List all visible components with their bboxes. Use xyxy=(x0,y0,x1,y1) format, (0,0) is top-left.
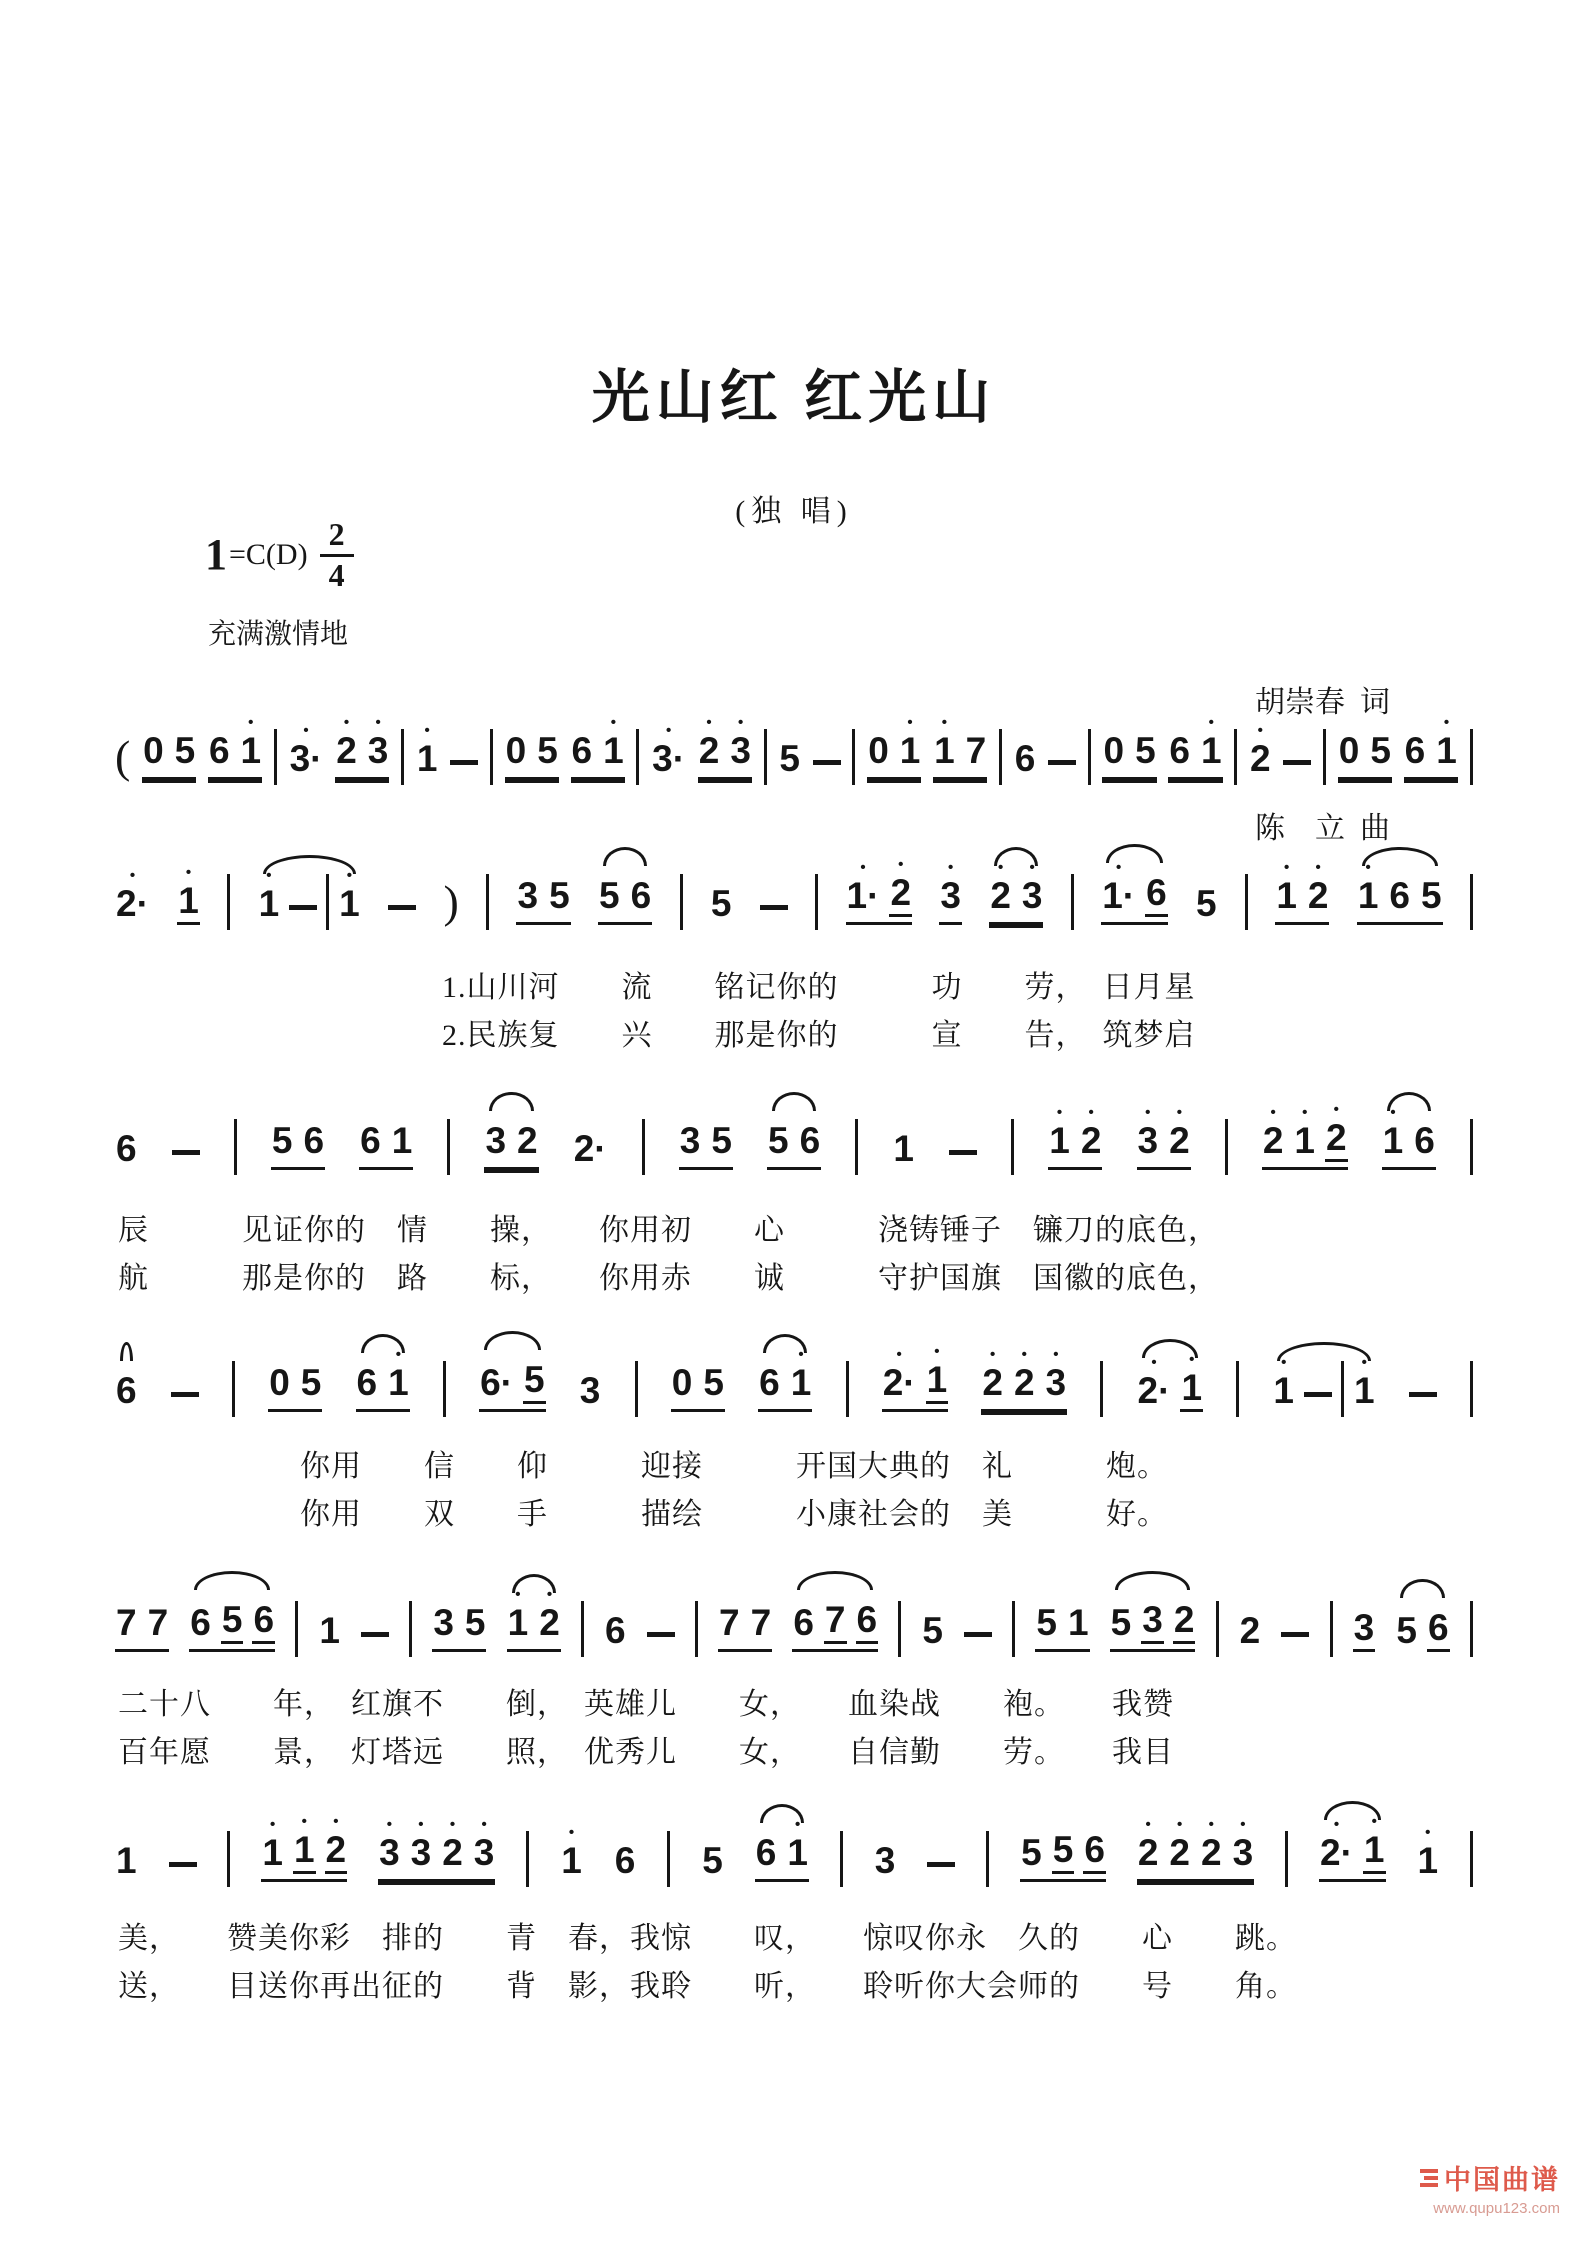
composer-credit: 陈 立 曲 xyxy=(1255,812,1390,845)
key-signature xyxy=(205,518,354,592)
lyric-row-verse2-b: 航 那是你的 路 标， 你用赤 诚 守护国旗 国徽的底色， xyxy=(118,1262,1219,1295)
music-line-3: 6 5 6 6 1 3 2 2· 3 5 5 6 1 • 1 • 2 • 3 • 2 • 2 • 1 • 2 • 1 6 xyxy=(115,1085,1473,1170)
music-line-2: • 2· • 1 • 1 • 1 ) 3 5 5 6 5 • 1· • 2 • 3 • 2 • 3 • 1· 6 5 • 1 • 2 • 1 6 5 xyxy=(115,840,1473,925)
music-line-1: ( 0 5 6 • 1 • 3· • 2 • 3 • 1 0 5 6 • 1 • 3· • 2 • 3 5 0 • 1 • 1 7 6 0 5 6 • 1 • 2 0 5 6 • 1 xyxy=(115,695,1473,780)
music-line-5: 7 7 6 5 6 1 3 5 • 1 • 2 6 7 7 6 7 6 5 5 1 5 3 2 2 3 5 6 xyxy=(115,1567,1473,1652)
time-signature xyxy=(320,518,354,592)
song-title: 光山红 红光山 xyxy=(591,365,997,430)
time-signature-bottom: 4 xyxy=(328,556,345,593)
lyric-row-verse2-d: 百年愿 景， 灯塔远 照， 优秀儿 女， 自信勤 劳。 我目 xyxy=(118,1736,1174,1769)
lyric-row-verse1-a: 1.山川河 流 铭记你的 功 劳， 日月星 xyxy=(442,971,1196,1004)
qupu-logo-icon xyxy=(1420,2169,1438,2187)
time-signature-top: 2 xyxy=(328,516,345,552)
lyric-row-verse2-a: 2.民族复 兴 那是你的 宣 告， 筑梦启 xyxy=(442,1019,1196,1052)
key-tonic: 1 xyxy=(205,530,227,580)
lyricist-credit: 胡崇春 词 xyxy=(1255,686,1390,719)
watermark xyxy=(1420,2158,1560,2217)
key-name: =C(D) xyxy=(229,538,308,572)
watermark-url: www.qupu123.com xyxy=(1433,2200,1560,2217)
tempo-marking: 充满激情地 xyxy=(208,619,349,650)
music-line-6: 1 • 1 • 1 • 2 • 3 • 3 • 2 • 3 • 1 6 5 6 • 1 3 5 5 6 • 2 • 2 • 2 • 3 • 2· • 1 • 1 xyxy=(115,1797,1473,1882)
watermark-brand: 中国曲谱 xyxy=(1444,2165,1560,2195)
watermark-brand-row xyxy=(1420,2158,1560,2197)
lyric-row-verse1-e: 美， 赞美你彩 排的 青 春，我惊 叹， 惊叹你永 久的 心 跳。 xyxy=(118,1922,1297,1955)
music-line-4: 6 0 5 6 • 1 6· 5 3 0 5 6 • 1 • 2· • 1 • 2 • 2 • 3 • 2· • 1 • 1 • 1 xyxy=(115,1327,1473,1412)
lyric-row-verse2-e: 送， 目送你再出征的 背 影，我聆 听， 聆听你大会师的 号 角。 xyxy=(118,1970,1297,2003)
song-subtitle: (独 唱) xyxy=(735,495,853,528)
lyric-row-verse1-d: 二十八 年， 红旗不 倒， 英雄儿 女， 血染战 袍。 我赞 xyxy=(118,1688,1174,1721)
lyric-row-verse1-c: 你用 信 仰 迎接 开国大典的 礼 炮。 xyxy=(300,1450,1168,1483)
lyric-row-verse1-b: 辰 见证你的 情 操， 你用初 心 浇铸锤子 镰刀的底色， xyxy=(118,1214,1219,1247)
lyric-row-verse2-c: 你用 双 手 描绘 小康社会的 美 好。 xyxy=(300,1498,1168,1531)
